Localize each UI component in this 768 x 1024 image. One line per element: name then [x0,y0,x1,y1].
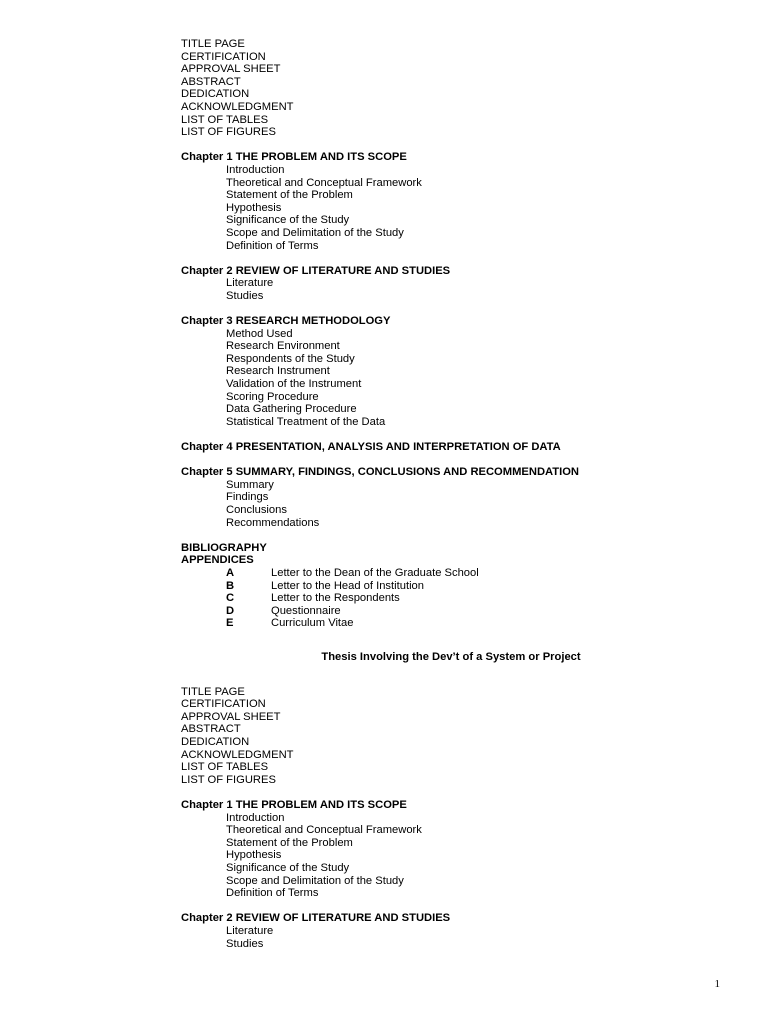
chapter-heading: Chapter 2 REVIEW OF LITERATURE AND STUDIES [181,912,451,925]
appendix-letter: A [226,566,235,579]
front-matter-item: TITLE PAGE [181,685,245,698]
appendix-label: Questionnaire [271,604,341,617]
chapter-4-section [181,441,651,454]
chapter-item: Findings [226,491,269,504]
chapter-2-section [181,265,651,303]
appendix-label: Letter to the Respondents [271,592,400,605]
chapter-heading: Chapter 2 REVIEW OF LITERATURE AND STUDIES [181,264,451,277]
front-matter-item: APPROVAL SHEET [181,63,281,76]
chapter-item: Data Gathering Procedure [226,403,357,416]
chapter-item: Scope and Delimitation of the Study [226,226,404,239]
chapter-item: Literature [226,277,274,290]
back-matter-section [181,542,651,630]
appendix-item [181,605,651,618]
chapter-heading: Chapter 1 THE PROBLEM AND ITS SCOPE [181,151,407,164]
front-matter-item: CERTIFICATION [181,50,266,63]
chapter-heading: Chapter 1 THE PROBLEM AND ITS SCOPE [181,799,407,812]
chapter-item: Statement of the Problem [226,836,353,849]
chapter-item: Definition of Terms [226,239,319,252]
chapter-heading: Chapter 4 PRESENTATION, ANALYSIS AND INTERPRETATION OF DATA [181,441,561,453]
chapter-3-section [181,315,651,428]
chapter-item: Statement of the Problem [226,189,353,202]
document-page [181,38,651,950]
front-matter-item: TITLE PAGE [181,38,245,50]
chapter-item: Definition of Terms [226,887,319,900]
chapter-item: Scoring Procedure [226,390,319,403]
chapter-item: Statistical Treatment of the Data [226,415,386,428]
chapter-item: Literature [226,924,274,937]
appendix-label: Letter to the Head of Institution [271,579,424,592]
chapter-item: Studies [226,289,264,302]
appendix-letter: B [226,579,235,592]
page-number: 1 [714,978,720,990]
front-matter-list-2 [181,686,651,787]
chapter-item: Conclusions [226,503,287,516]
appendix-label: Curriculum Vitae [271,617,354,630]
front-matter-item: ACKNOWLEDGMENT [181,100,294,113]
front-matter-item: LIST OF FIGURES [181,773,276,786]
chapter-item: Hypothesis [226,849,282,862]
front-matter-item: ABSTRACT [181,75,241,88]
chapter-item: Introduction [226,163,285,176]
front-matter-list-1 [181,38,651,139]
chapter-item: Validation of the Instrument [226,378,362,391]
chapter-1-section [181,151,651,252]
chapter-5-section [181,466,651,529]
chapter-item: Significance of the Study [226,862,350,874]
chapter-item: Research Environment [226,340,340,353]
front-matter-item: LIST OF TABLES [181,761,269,774]
chapter-item: Theoretical and Conceptual Framework [226,824,422,837]
appendix-item [181,567,651,580]
appendix-item [181,617,651,630]
appendix-letter: D [226,604,235,617]
chapter-item: Scope and Delimitation of the Study [226,874,404,887]
appendices-heading: APPENDICES [181,554,254,567]
appendix-item [181,592,651,605]
front-matter-item: LIST OF TABLES [181,113,269,126]
front-matter-item: CERTIFICATION [181,698,266,711]
front-matter-item: LIST OF FIGURES [181,126,276,139]
chapter-item: Summary [226,478,274,491]
chapter-heading: Chapter 3 RESEARCH METHODOLOGY [181,315,391,328]
appendix-item [181,580,651,593]
front-matter-item: DEDICATION [181,736,250,749]
front-matter-item: DEDICATION [181,88,250,101]
front-matter-item: APPROVAL SHEET [181,710,281,723]
chapter-2-section-2 [181,912,651,950]
chapter-1-section-2 [181,799,651,900]
front-matter-item: ACKNOWLEDGMENT [181,748,294,761]
chapter-item: Method Used [226,327,293,340]
chapter-item: Respondents of the Study [226,352,355,365]
appendix-letter: E [226,617,234,630]
bibliography-heading: BIBLIOGRAPHY [181,541,267,554]
appendix-label: Letter to the Dean of the Graduate School [271,566,479,579]
chapter-item: Introduction [226,811,285,824]
chapter-item: Hypothesis [226,201,282,214]
front-matter-item: ABSTRACT [181,723,241,736]
chapter-item: Theoretical and Conceptual Framework [226,176,422,189]
chapter-item: Recommendations [226,516,320,529]
section-2-title: Thesis Involving the Dev’t of a System or Project [321,650,581,663]
chapter-item: Studies [226,937,264,950]
chapter-item: Research Instrument [226,365,330,378]
appendix-letter: C [226,592,235,605]
chapter-item: Significance of the Study [226,214,350,227]
chapter-heading: Chapter 5 SUMMARY, FINDINGS, CONCLUSIONS AND RECOMMENDATION [181,466,579,479]
